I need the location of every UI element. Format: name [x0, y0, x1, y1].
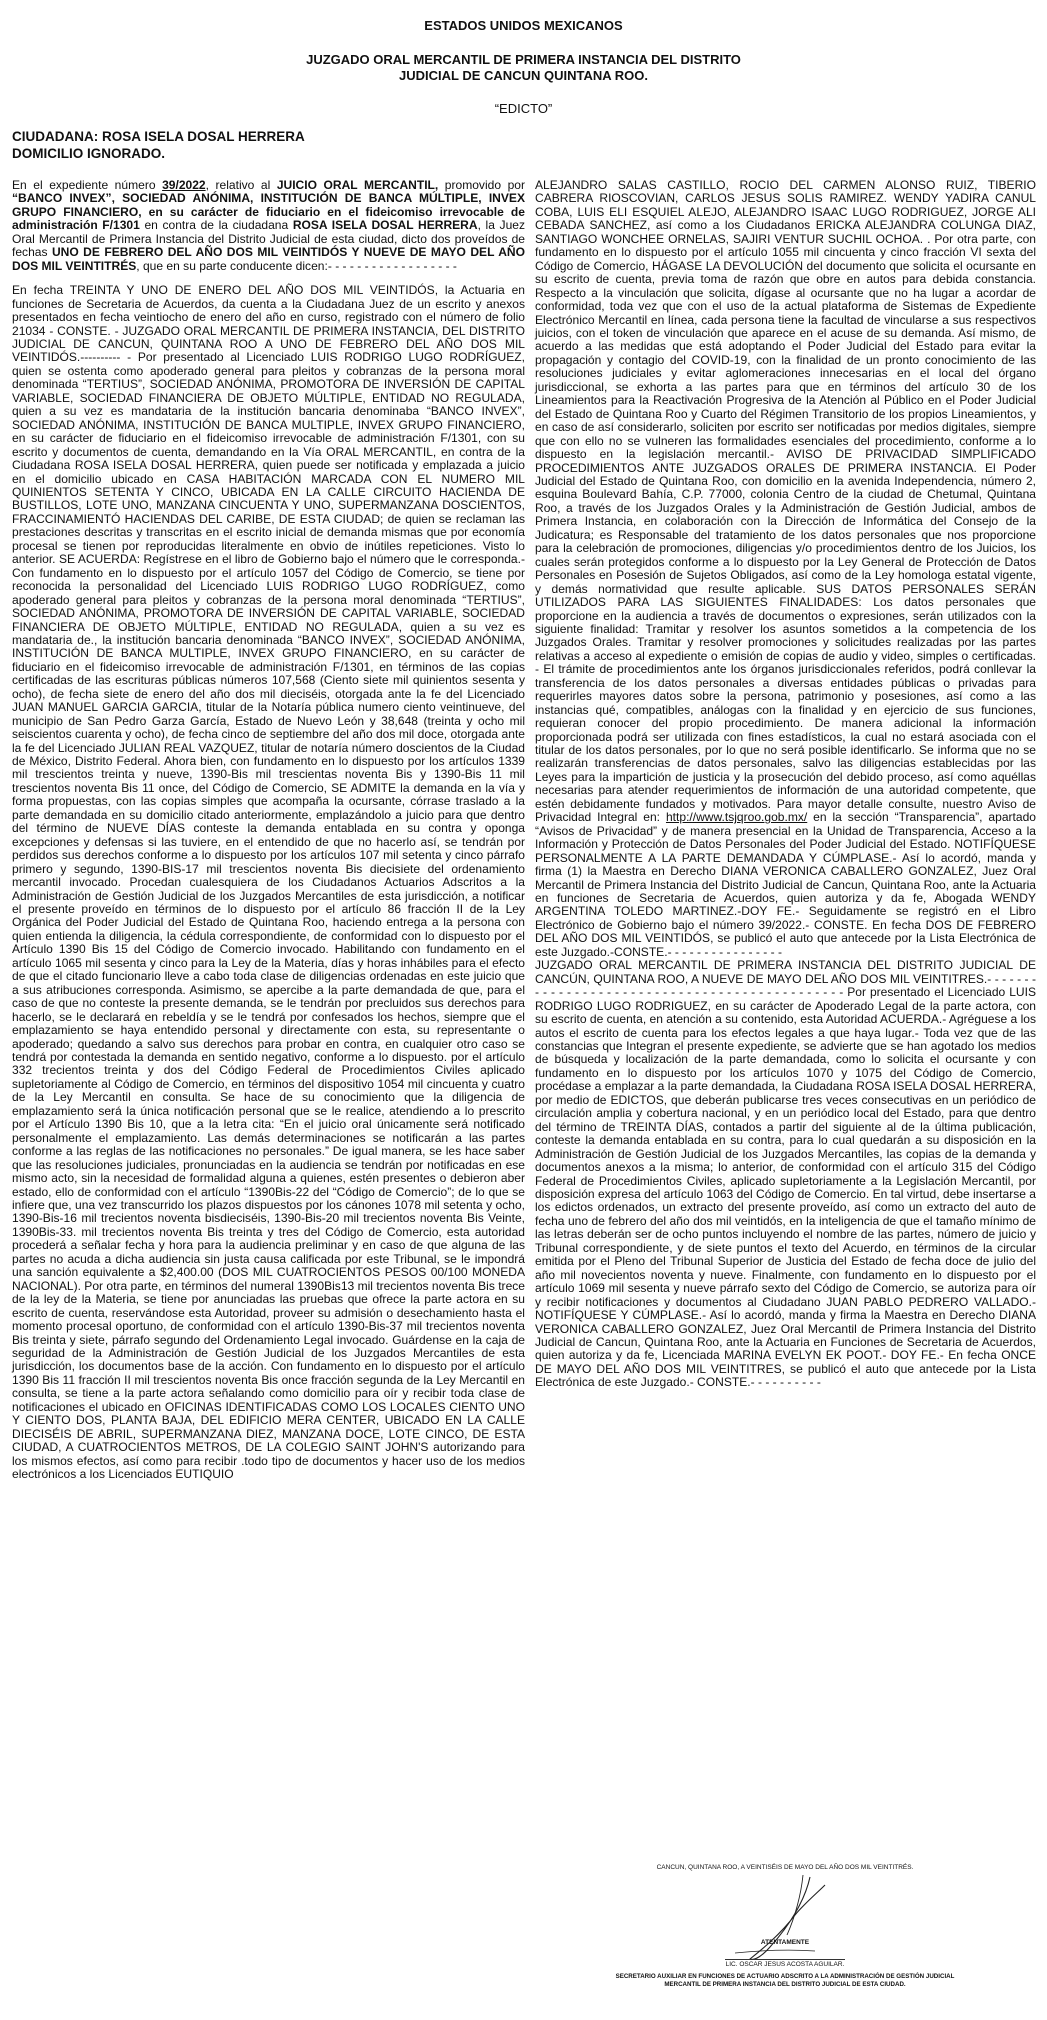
signature-block [555, 1855, 1015, 2015]
intro-paragraph: En el expediente número 39/2022, relativo al JUICIO ORAL MERCANTIL, promovido por “BANCO INVEX”, SOCIEDAD ANÓNIMA, INSTITUCIÓN DE BANCA MÚLTIPLE, INVEX GRUPO FINANCIERO, en su carácter de fiduciario en el fideicomiso irrevocable de administración F/1301 en contra de la ciudadana ROSA ISELA DOSAL HERRERA, la Juez Oral Mercantil de Primera Instancia del Distrito Judicial de esta ciudad, dicto dos proveídos de fechas UNO DE FEBRERO DEL AÑO DOS MIL VEINTIDÓS Y NUEVE DE MAYO DEL AÑO DOS MIL VEINTITRÉS, que en su parte conducente dicen:- - - - - - - - - - - - - - - - - - [12, 178, 526, 273]
order-dates: UNO DE FEBRERO DEL AÑO DOS MIL VEINTIDÓS Y NUEVE DE MAYO DEL AÑO DOS MIL VEINTITRÉS [12, 245, 526, 273]
signature-rule [725, 1959, 845, 1960]
addressee-domicile: DOMICILIO IGNORADO. [12, 146, 165, 161]
defendant-name: ROSA ISELA DOSAL HERRERA [292, 218, 478, 233]
signature-place-date: CANCUN, QUINTANA ROO, A VEINTISÉIS DE MAYO DEL AÑO DOS MIL VEINTITRÉS. [656, 1864, 914, 1871]
court-heading-line2: JUDICIAL DE CANCUN QUINTANA ROO. [399, 68, 648, 83]
first-order-text: En fecha TREINTA Y UNO DE ENERO DEL AÑO DOS MIL VEINTIDÓS, la Actuaria en funciones de Secretaria de Acuerdos, da cuenta a la Ciudadana Juez de un escrito y anexos presentados en fecha veintiocho de enero del año en curso, registrado con el número de folio 21034 - CONSTE. - JUZGADO ORAL MERCANTIL DE PRIMERA INSTANCIA, DEL DISTRITO JUDICIAL DE CANCUN, QUINTANA ROO A UNO DE FEBRERO DEL AÑO DOS MIL VEINTIDÓS.---------- - Por presentado al Licenciado LUIS RODRIGO LUGO RODRÍGUEZ, quien se ostenta como apoderado general para pleitos y cobranzas de la persona moral denominada “TERTIUS”, SOCIEDAD ANÓNIMA, PROMOTORA DE INVERSIÓN DE CAPITAL VARIABLE, SOCIEDAD FINANCIERA DE OBJETO MÚLTIPLE, ENTIDAD NO REGULADA, quien a su vez es mandataria de la institución bancaria denominaba “BANCO INVEX”, SOCIEDAD ANÓNIMA, INSTITUCIÓN DE BANCA MULTIPLE, INVEX GRUPO FINANCIERO, en su carácter de fiduciario en el fideicomiso irrevocable de administración F/1301, con su escrito y documentos de cuenta, demandando en la Vía ORAL MERCANTIL, en contra de la Ciudadana ROSA ISELA DOSAL HERRERA, quien puede ser notificada y emplazada a juicio en el domicilio ubicado en CASA HABITACIÓN MARCADA CON EL NUMERO MIL QUINIENTOS SETENTA Y CINCO, UBICADA EN LA CALLE CIRCUITO HACIENDA DE BUSTILLOS, LOTE UNO, MANZANA CINCUENTA Y UNO, SUPERMANZANA DOSCIENTOS, FRACCINAMIENTÓ HACIENDAS DEL CARIBE, DE ESTA CIUDAD; de quien se reclaman las prestaciones descritas y transcritas en el escrito inicial de demanda mismas que por economía procesal se tienen por reproducidas literalmente en obvio de inútiles repeticiones. Visto lo anterior. SE ACUERDA: Regístrese en el libro de Gobierno bajo el número que le corresponda.- Con fundamento en lo dispuesto por el artículo 1057 del Código de Comercio, se tiene por reconocida la personalidad del Licenciado LUIS RODRIGO LUGO RODRÍGUEZ, como apoderado general para pleitos y cobranzas de la persona moral denominada “TERTIUS”, SOCIEDAD ANÓNIMA, PROMOTORA DE INVERSIÓN DE CAPITAL VARIABLE, SOCIEDAD FINANCIERA DE OBJETO MÚLTIPLE, ENTIDAD NO REGULADA, quien a su vez es mandataria de., la institución bancaria denominada “BANCO INVEX”, SOCIEDAD ANÓNIMA, INSTITUCIÓN DE BANCA MULTIPLE, INVEX GRUPO FINANCIERO, en su carácter de fiduciario en el fideicomiso irrevocable de administración F/1301, en términos de las copias certificadas de las escrituras públicas números 107,568 (Ciento siete mil quinientos sesenta y ocho), de fecha siete de enero del año dos mil dieciséis, otorgada ante la fe del Licenciado JUAN MANUEL GARCIA GARCIA, titular de la Notaría pública numero ciento veintinueve, del municipio de San Pedro Garza García, Estado de Nuevo León y 38,648 (treinta y ocho mil seiscientos cuarenta y ocho), de fecha cinco de septiembre del año dos mil doce, otorgada ante la fe del Licenciado JULIAN REAL VAZQUEZ, titular de notaría número doscientos de la Ciudad de México, Distrito Federal. Ahora bien, con fundamento en lo dispuesto por los artículos 1339 mil trescientos treinta y nueve, 1390-Bis mil trescientas noventa Bis y 1390-Bis 11 mil trescientos noventa Bis 11 once, del Código de Comercio, SE ADMITE la demanda en la vía y forma propuestas, con las copias simples que acompaña la ocursante, córrase traslado a la parte demandada en su domicilio citado anteriormente, emplazándolo a juicio para que dentro del término de NUEVE DÍAS conteste la demanda entablada en su contra y oponga excepciones y defensas si las tuviere, en el entendido de que no hacerlo así, se tendrán por perdidos sus derechos conforme a lo dispuesto por los artículos 107 mil setenta y cinco párrafo primero y segundo, 1390-BIS-17 mil trescientos noventa Bis diecisiete del ordenamiento mercantil invocado. Procedan cualesquiera de los Ciudadanos Actuarios Adscritos a la Administración de Gestión Judicial de los Juzgados Mercantiles de esta jurisdicción, a notificar el presente proveído en términos de lo dispuesto por el artículo 86 fracción II de la Ley Orgánica del Poder Judicial del Estado de Quintana Roo, haciendo entrega a la persona con quien entienda la diligencia, la cédula correspondiente, de conformidad con lo dispuesto por el Artículo 1390 Bis 15 del Código de Comercio invocado. Habilitando con fundamento en el artículo 1065 mil sesenta y cinco para la Ley de la Materia, días y horas inhábiles para el efecto de que el citado funcionario lleve a cabo toda clase de diligencias ordenadas en este juicio que a sus atribuciones corresponda. Asimismo, se apercibe a la parte demandada de que, para el caso de que no conteste la presente demanda, se le tendrán por precluidos sus derechos para hacerlo, se le declarará en rebeldía y se le tendrá por confesados los hechos, siempre que el emplazamiento se haya entendido personal y directamente con esta, su representante o apoderado; quedando a salvo sus derechos para probar en contra, en cualquier otro caso se tendrá por contestada la demanda en sentido negativo, conforme a lo dispuesto. por el artículo 332 trecientos treinta y dos del Código Federal de Procedimientos Civiles aplicado supletoriamente al Código de Comercio, en términos del dispositivo 1054 mil cincuenta y cuatro de la Ley Mercantil en consulta. Se hace de su conocimiento que la diligencia de emplazamiento será la única notificación personal que se le realice, atendiendo a lo prescrito por el Artículo 1390 Bis 10, que a la letra cita: “En el juicio oral únicamente será notificado personalmente el emplazamiento. Las demás determinaciones se notificarán a las partes conforme a las reglas de las notificaciones no personales.” De igual manera, se les hace saber que las resoluciones judiciales, pronunciadas en la audiencia se tendrán por notificadas en ese mismo acto, sin la necesidad de formalidad alguna a quienes, estén presentes o debieron aber estado, ello de conformidad con el artículo “1390Bis-22 del “Código de Comercio”; de lo que se infiere que, una vez transcurrido los plazos dispuestos por los cánones 1078 mil setenta y ocho, 1390-Bis-16 mil trecientos noventa bisdieciséis, 1390-Bis-20 mil trecientos noventa Bis Veinte, 1390Bis-33. mil trecientos noventa Bis treinta y tres del Código de Comercio, esta autoridad procederá a señalar fecha y hora para la audiencia preliminar y en caso de que alguna de las partes no acuda a dicha audiencia sin justa causa calificada por este Tribunal, se le impondrá una sanción equivalente a $2,400.00 (DOS MIL CUATROCIENTOS PESOS 00/100 MONEDA NACIONAL). Por otra parte, en términos del numeral 1390Bis13 mil trecientos noventa Bis trece de la ley de la Materia, se tiene por anunciadas las pruebas que ofrece la parte actora en su escrito de cuenta, reservándose esta Autoridad, proveer su admisión o desechamiento hasta el momento procesal oportuno, de conformidad con el artículo 1390-Bis-37 mil trecientos noventa Bis treinta y siete, párrafo segundo del Ordenamiento Legal invocado. Guárdense en la caja de seguridad de la Administración de Gestión Judicial de los Juzgados Mercantiles de esta jurisdicción, los documentos base de la acción. Con fundamento en lo dispuesto por el artículo 1390 Bis 11 fracción II mil trescientos noventa Bis once fracción segunda de la Ley Mercantil en consulta, se tiene a la parte actora señalando como domicilio para oír y recibir toda clase de notificaciones el ubicado en OFICINAS IDENTIFICADAS COMO LOS LOCALES CIENTO UNO Y CIENTO DOS, PLANTA BAJA, DEL EDIFICIO MERA CENTER, UBICADO EN LA CALLE DIECISÉIS DE ABRIL, SUPERMANZANA DIEZ, MANZANA DOCE, LOTE CINCO, DE ESTA CIUDAD, A CUATROCIENTOS METROS, DE LA COLEGIO SAINT JOHN'S autorizando para los mismos efectos, así como para recibir .todo tipo de documentos y hacer uso de los medios electrónicos a los Licenciados EUTIQUIO [12, 283, 525, 1482]
first-order-continuation: ALEJANDRO SALAS CASTILLO, ROCIO DEL CARMEN ALONSO RUIZ, TIBERIO CABRERA RIOSCOVIAN, CARLOS JESUS SOLIS RAMIREZ. WENDY YADIRA CANUL COBA, LUIS ELI ESQUIEL ALEJO, ALEJANDRO ISAAC LUGO RODRIGUEZ, JORGE ALI CEBADA SANCHEZ, así como a los Ciudadanos ERICKA ALEJANDRA COLUNGA DIAZ, SANTIAGO WONCHEE ORNELAS, SAJIRI VENTUR SUCHIL OCHOA. . Por otra parte, con fundamento en lo dispuesto por el artículo 1055 mil cincuenta y cinco fracción VI sexta del Código de Comercio, HÁGASE LA DEVOLUCIÓN del documento que solicita el ocursante en su escrito de cuenta, previa toma de razón que obre en autos para debida constancia. Respecto a la vinculación que solicita, dígase al ocursante que no ha lugar a acordar de conformidad, toda vez que con el uso de la actual plataforma de Sistemas de Expediente Electrónico Mercantil en línea, cada persona tiene la facultad de vincularse a sus respectivos juicios, con el token de vinculación que aparece en el acuse de su demanda. Así mismo, de acuerdo a las medidas que está adoptando el Poder Judicial del Estado para evitar la propagación y contagio del COVID-19, con la finalidad de un pronto conocimiento de las resoluciones judiciales y evitar aglomeraciones innecesarias en el local del órgano jurisdiccional, se exhorta a las partes para que en términos del artículo 30 de los Lineamientos para la Reactivación Progresiva de la Atención al Público en el Poder Judicial del Estado de Quintana Roo y Cuarto del Régimen Transitorio de los propios Lineamientos, y en caso de así considerarlo, soliciten por escrito ser notificadas por medios digitales, siempre que con ello no se vulneren las formalidades esenciales del procedimiento, conforme a lo dispuesto en la legislación mercantil.- AVISO DE PRIVACIDAD SIMPLIFICADO PROCEDIMIENTOS ANTE JUZGADOS ORALES DE PRIMERA INSTANCIA. El Poder Judicial del Estado de Quintana Roo, con domicilio en la avenida Independencia, número 2, esquina Boulevard Bahía, C.P. 77000, colonia Centro de la ciudad de Chetumal, Quintana Roo, a través de los Juzgados Orales y la Administración de Gestión Judicial, ambos de Primera Instancia, en colaboración con la Dirección de Informática del Consejo de la Judicatura; es Responsable del tratamiento de los datos personales que nos proporcione para la celebración de promociones, diligencias y/o procedimientos dentro de los Juicios, los cuales serán protegidos conforme a lo dispuesto por la Ley General de Protección de Datos Personales en Posesión de Sujetos Obligados, así como de la Ley homologa estatal vigente, y demás normatividad que resulte aplicable. SUS DATOS PERSONALES SERÁN UTILIZADOS PARA LAS SIGUIENTES FINALIDADES: Los datos personales que proporcione en la audiencia a través de documentos o expresiones, serán utilizados con la siguiente finalidad: Tramitar y resolver los asuntos sometidos a la competencia de los Juzgados Orales. Tramitar y resolver promociones y solicitudes realizadas por las partes relativas a acceso al expediente o emisión de copias de audio y video, simples o certificadas. - El trámite de procedimientos ante los órganos jurisdiccionales referidos, podrá conllevar la transferencia de los datos personales a diversas entidades públicas o privadas para requerirles mayores datos sobre la persona, patrimonio y posesiones, así como a las instancias qué, compatibles, análogas con la finalidad y en ejercicio de sus funciones, requieran conocer del propio procedimiento. De manera adicional la información proporcionada podrá ser utilizada con fines estadísticos, la cual no estará asociada con el titular de los datos personales, por lo que no será posible identificarlo. Se informa que no se realizarán transferencias de datos personales, salvo las diligencias establecidas por las Leyes para la impartición de justicia y la prosecución del debido proceso, así como aquéllas necesarias para atender requerimientos de información de una autoridad competente, que estén debidamente fundados y motivados. Para mayor detalle consulte, nuestro Aviso de Privacidad Integral en: http://www.tsjqroo.gob.mx/ en la sección “Transparencia”, apartado “Avisos de Privacidad” y de manera presencial en la Unidad de Transparencia, Acceso a la Información y Protección de Datos Personales del Poder Judicial del Estado. NOTIFÍQUESE PERSONALMENTE A LA PARTE DEMANDADA Y CÚMPLASE.- Así lo acordó, manda y firma (1) la Maestra en Derecho DIANA VERONICA CABALLERO GONZALEZ, Juez Oral Mercantil de Primera Instancia del Distrito Judicial de Cancun, Quintana Roo, ante la Actuaria en funciones de Secretaria de Acuerdos, quien autoriza y da fe, Abogada WENDY ARGENTINA TOLEDO MARTINEZ.-DOY FE.- Seguidamente se registró en el Libro Electrónico de Gobierno bajo el número 39/2022.- CONSTE. En fecha DOS DE FEBRERO DEL AÑO DOS MIL VEINTIDÓS, se publicó el auto que antecede por la Lista Electrónica de este Juzgado.-CONSTE.- - - - - - - - - - - - - - - - [535, 178, 1036, 959]
handwritten-signature [555, 1855, 1015, 2015]
second-order-text: JUZGADO ORAL MERCANTIL DE PRIMERA INSTANCIA DEL DISTRITO JUDICIAL DE CANCÚN, QUINTANA ROO, A NUEVE DE MAYO DEL AÑO DOS MIL VEINTITRES.- - - - - - - - - - - - - - - - - - - - - - - - - - - - - - - - - - - - - - - - - - - - - - Por presentado el Licenciado LUIS RODRIGO LUGO RODRIGUEZ, en su carácter de Apoderado Legal de la parte actora, con su escrito de cuenta, en atención a su contenido, esta Autoridad ACUERDA.- Agréguese a los autos el escrito de cuenta para los efectos legales a que haya lugar.- Toda vez que de las constancias que Integran el presente expediente, se advierte que se han agotado los medios de búsqueda y localización de la parte demandada, como lo solicita el ocursante y con fundamento en lo dispuesto por los artículos 1070 y 1075 del Código de Comercio, procédase a emplazar a la parte demandada, la Ciudadana ROSA ISELA DOSAL HERRERA, por medio de EDICTOS, que deberán publicarse tres veces consecutivas en un periódico de circulación amplia y cobertura nacional, y en un periódico local del Estado, para que dentro del término de TREINTA DÍAS, contados a partir del siguiente al de la última publicación, conteste la demanda entablada en su contra, para lo cual quedarán a su disposición en la Administración de Gestión Judicial de los Juzgados Mercantiles, las copias de la demanda y documentos anexos a la misma; lo anterior, de conformidad con el artículo 315 del Código Federal de Procedimientos Civiles, aplicado supletoriamente a la Legislación Mercantil, por disposición expresa del artículo 1063 del Código de Comercio. En tal virtud, debe insertarse a los edictos ordenados, un extracto del presente proveído, así como un extracto del auto de fecha uno de febrero del año dos mil veintidós, en la inteligencia de que el tamaño mínimo de las letras deberán ser de ocho puntos incluyendo el nombre de las partes, número de juicio y Tribunal correspondiente, y de siete puntos el texto del Acuerdo, en términos de la circular emitida por el Pleno del Tribunal Superior de Justicia del Estado de fecha doce de julio del año mil novecientos noventa y nueve. Finalmente, con fundamento en lo dispuesto por el artículo 1069 mil sesenta y nueve párrafo sexto del Código de Comercio, se autoriza para oír y recibir notificaciones y documentos al Ciudadano JUAN PABLO PEDRERO VALLADO.- NOTIFÍQUESE Y CÚMPLASE.- Así lo acordó, manda y firma la Maestra en Derecho DIANA VERONICA CABALLERO GONZALEZ, Juez Oral Mercantil de Primera Instancia del Distrito Judicial de Cancun, Quintana Roo, ante la Actuaria en Funciones de Secretaria de Acuerdos, quien autoriza y da fe, Licenciada MARINA EVELYN EK POOT.- DOY FE.- En fecha ONCE DE MAYO DEL AÑO DOS MIL VEINTITRES, se publicó el auto que antecede por la Lista Electrónica de este Juzgado.- CONSTE.- - - - - - - - - - [535, 958, 1036, 1390]
court-heading-line1: JUZGADO ORAL MERCANTIL DE PRIMERA INSTANCIA DEL DISTRITO [306, 52, 741, 67]
plaintiff-name: “BANCO INVEX”, SOCIEDAD ANÓNIMA, INSTITUCIÓN DE BANCA MÚLTIPLE, INVEX GRUPO FINANCIERO, en su carácter de fiduciario en el fideicomiso irrevocable de administración F/1301 [12, 191, 525, 233]
left-column [12, 179, 525, 1493]
addressee-label: CIUDADANA: [12, 129, 99, 144]
privacy-notice-link[interactable]: http://www.tsjqroo.gob.mx/ [665, 810, 808, 825]
signatory-name: LIC. OSCAR JESUS ACOSTA AGUILAR. [725, 1961, 845, 1968]
addressee-block [12, 128, 305, 162]
atentamente-label: ATENTAMENTE [760, 1939, 810, 1946]
addressee-name: ROSA ISELA DOSAL HERRERA [102, 129, 305, 144]
case-number: 39/2022 [162, 178, 206, 192]
signatory-title: SECRETARIO AUXILIAR EN FUNCIONES DE ACTUARIO ADSCRITO A LA ADMINISTRACIÓN DE GESTIÓN JUDICIAL MERCANTIL DE PRIMERA INSTANCIA DEL DISTRITO JUDICIAL DE ESTA CIUDAD. [615, 1973, 955, 1988]
trial-type: JUICIO ORAL MERCANTIL, [276, 178, 439, 192]
right-column [535, 179, 1036, 1401]
document-title: “EDICTO” [494, 101, 553, 116]
country-heading: ESTADOS UNIDOS MEXICANOS [424, 18, 623, 33]
